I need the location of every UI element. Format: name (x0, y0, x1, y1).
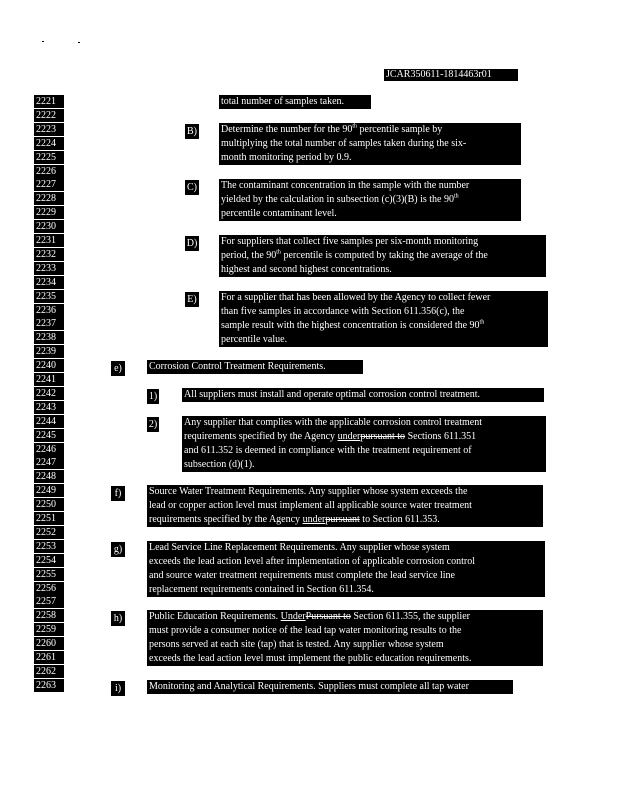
text-line: period, the 90th percentile is computed by taking the average of the (221, 249, 488, 261)
text-line: yielded by the calculation in subsection (c)(3)(B) is the 90th (221, 193, 459, 205)
text-line: Monitoring and Analytical Requirements. Suppliers must complete all tap water (149, 681, 469, 692)
item-marker: g) (111, 542, 125, 557)
line-number: 2224 (34, 137, 64, 150)
paragraph-block (147, 680, 513, 694)
line-number: 2242 (34, 387, 64, 400)
item-marker: 2) (148, 419, 158, 430)
line-number: 2230 (34, 220, 64, 233)
paragraph-block (182, 416, 546, 472)
line-number: 2223 (34, 123, 64, 136)
text-line: Source Water Treatment Requirements. Any supplier whose system exceeds the (149, 486, 468, 497)
line-number: 2252 (34, 526, 64, 539)
deleted-text: Pursuant to (305, 611, 351, 622)
paragraph-block (219, 179, 521, 221)
line-number: 2257 (34, 595, 64, 608)
text-line: than five samples in accordance with Section 611.356(c), the (221, 305, 465, 317)
paragraph-block (147, 610, 543, 666)
item-marker: i) (111, 681, 125, 696)
line-number: 2222 (34, 109, 64, 122)
text-line: sample result with the highest concentration is considered the 90th (221, 319, 485, 331)
paragraph-block (147, 360, 363, 374)
item-marker: h) (111, 611, 125, 626)
paragraph-block (219, 291, 548, 347)
line-number: 2243 (34, 401, 64, 414)
text-line: total number of samples taken. (221, 96, 345, 107)
text-line: subsection (d)(1). (184, 458, 255, 470)
line-number: 2232 (34, 248, 64, 261)
line-number: 2226 (34, 165, 64, 178)
inserted-text: under (337, 430, 361, 442)
line-number: 2251 (34, 512, 64, 525)
line-number: 2241 (34, 373, 64, 386)
paragraph-block (219, 235, 546, 277)
deleted-text: pursuant to (360, 430, 406, 442)
line-number: 2261 (34, 651, 64, 664)
text-line: requirements specified by the Agency underpursuant to Section 611.353. (149, 513, 440, 525)
line-number: 2228 (34, 192, 64, 205)
line-number: 2245 (34, 429, 64, 442)
text-line: lead or copper action level must implement all applicable source water treatment (149, 499, 472, 511)
text-line: Determine the number for the 90th percentile sample by (221, 123, 443, 135)
line-number: 2254 (34, 554, 64, 567)
line-number: 2262 (34, 665, 64, 678)
line-number: 2240 (34, 359, 64, 372)
line-number: 2221 (34, 95, 64, 108)
text-line: All suppliers must install and operate optimal corrosion control treatment. (184, 389, 481, 400)
line-number: 2225 (34, 151, 64, 164)
line-number: 2237 (34, 317, 64, 330)
text-line: For a supplier that has been allowed by the Agency to collect fewer (221, 292, 491, 303)
item-marker: C) (187, 182, 197, 193)
text-line: multiplying the total number of samples taken during the six- (221, 137, 467, 149)
line-number: 2250 (34, 498, 64, 511)
text-line: highest and second highest concentrations. (221, 263, 392, 275)
inserted-text: under (302, 513, 326, 525)
text-line: For suppliers that collect five samples per six-month monitoring (221, 236, 479, 247)
item-marker: e) (111, 361, 125, 376)
paragraph-block (219, 95, 371, 109)
line-number: 2259 (34, 623, 64, 636)
text-line: and source water treatment requirements must complete the lead service line (149, 569, 455, 581)
text-line: Public Education Requirements. UnderPursuant to Section 611.355, the supplier (149, 611, 470, 622)
scan-speck (78, 42, 80, 43)
inserted-text: Under (280, 611, 306, 622)
line-number: 2239 (34, 345, 64, 358)
line-number: 2246 (34, 443, 64, 456)
paragraph-block (219, 123, 521, 165)
line-number: 2231 (34, 234, 64, 247)
item-marker: 1) (148, 391, 158, 402)
text-line: exceeds the lead action level after implementation of applicable corrosion control (149, 555, 475, 567)
line-number: 2253 (34, 540, 64, 553)
paragraph-block (182, 388, 544, 402)
line-number: 2229 (34, 206, 64, 219)
line-number: 2244 (34, 415, 64, 428)
text-line: Lead Service Line Replacement Requirements. Any supplier whose system (149, 542, 450, 553)
paragraph-block (147, 485, 543, 527)
paragraph-block (147, 541, 545, 597)
line-number: 2234 (34, 276, 64, 289)
line-number: 2236 (34, 304, 64, 317)
text-line: exceeds the lead action level must implement the public education requirements. (149, 652, 472, 664)
line-number: 2249 (34, 484, 64, 497)
line-number: 2255 (34, 568, 64, 581)
text-line: must provide a consumer notice of the lead tap water monitoring results to the (149, 624, 462, 636)
text-line: The contaminant concentration in the sample with the number (221, 180, 470, 191)
item-marker: f) (111, 486, 125, 501)
text-line: month monitoring period by 0.9. (221, 151, 352, 163)
line-number: 2258 (34, 609, 64, 622)
text-line: percentile value. (221, 333, 288, 345)
item-marker: E) (185, 292, 199, 307)
text-line: Any supplier that complies with the applicable corrosion control treatment (184, 417, 482, 428)
document-header: JCAR350611-1814463r01 (384, 69, 518, 81)
text-line: percentile contaminant level. (221, 207, 337, 219)
text-line: persons served at each site (tap) that is tested. Any supplier whose system (149, 638, 444, 650)
deleted-text: pursuant (325, 513, 360, 525)
line-number: 2263 (34, 679, 64, 692)
scan-speck (42, 41, 44, 42)
text-line: requirements specified by the Agency underpursuant to Sections 611.351 (184, 430, 477, 442)
line-number: 2233 (34, 262, 64, 275)
text-line: Corrosion Control Treatment Requirements. (149, 361, 326, 372)
line-number: 2235 (34, 290, 64, 303)
line-number: 2238 (34, 331, 64, 344)
line-number: 2256 (34, 582, 64, 595)
line-number: 2260 (34, 637, 64, 650)
item-marker: D) (186, 238, 198, 249)
line-number: 2247 (34, 456, 64, 469)
line-number: 2227 (34, 178, 64, 191)
text-line: replacement requirements contained in Section 611.354. (149, 583, 374, 595)
text-line: and 611.352 is deemed in compliance with the treatment requirement of (184, 444, 472, 456)
item-marker: B) (187, 126, 197, 137)
line-number: 2248 (34, 470, 64, 483)
